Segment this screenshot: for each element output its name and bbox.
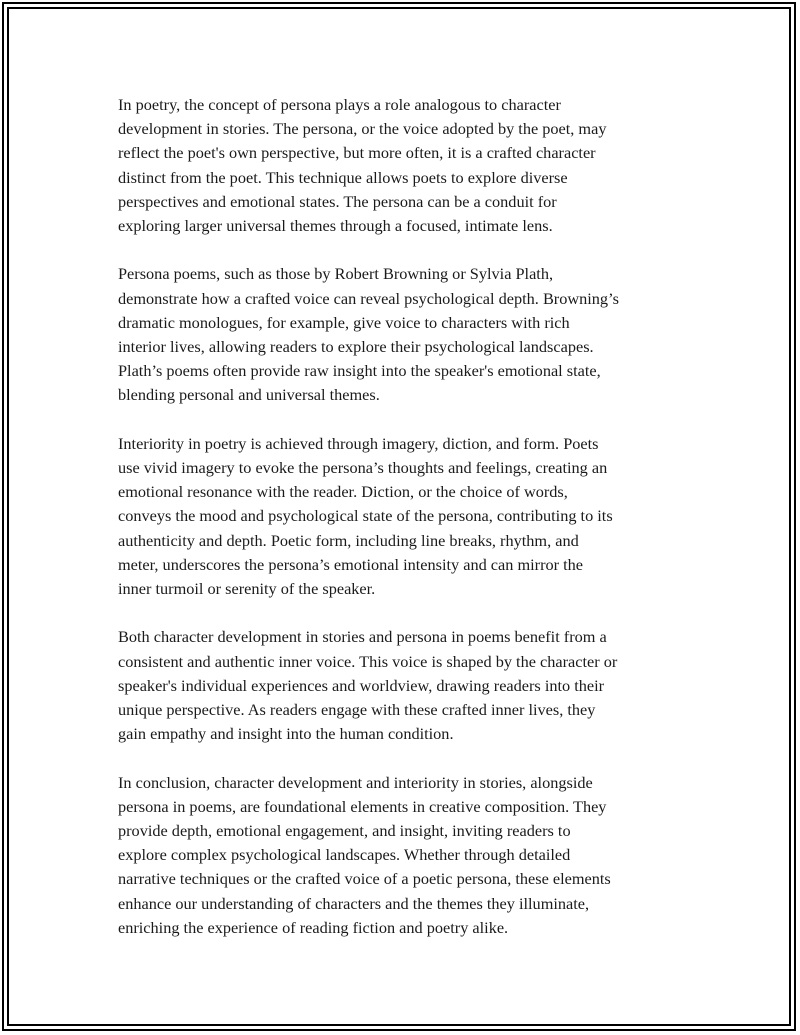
text-line: interior lives, allowing readers to explore their psychological landscapes. xyxy=(118,337,594,357)
text-line: narrative techniques or the crafted voice of a poetic persona, these elements xyxy=(118,869,611,889)
text-line: reflect the poet's own perspective, but more often, it is a crafted character xyxy=(118,143,596,163)
text-line: exploring larger universal themes through a focused, intimate lens. xyxy=(118,216,553,236)
text-line: speaker's individual experiences and worldview, drawing readers into their xyxy=(118,675,605,695)
text-line: persona in poems, are foundational elements in creative composition. They xyxy=(118,796,607,816)
text-line: distinct from the poet. This technique allows poets to explore diverse xyxy=(118,167,568,187)
text-line: conveys the mood and psychological state of the persona, contributing to its xyxy=(118,506,613,526)
text-line: use vivid imagery to evoke the persona’s thoughts and feelings, creating an xyxy=(118,458,608,478)
text-line: Interiority in poetry is achieved through imagery, diction, and form. Poets xyxy=(118,433,599,453)
text-line: enriching the experience of reading fiction and poetry alike. xyxy=(118,917,509,937)
text-line: blending personal and universal themes. xyxy=(118,385,380,405)
text-line: gain empathy and insight into the human condition. xyxy=(118,724,454,744)
text-line: development in stories. The persona, or the voice adopted by the poet, may xyxy=(118,119,607,139)
text-line: demonstrate how a crafted voice can reveal psychological depth. Browning’s xyxy=(118,288,619,308)
text-line: explore complex psychological landscapes. Whether through detailed xyxy=(118,845,571,865)
text-line: Plath’s poems often provide raw insight into the speaker's emotional state, xyxy=(118,361,601,381)
text-line: enhance our understanding of characters and the themes they illuminate, xyxy=(118,893,590,913)
text-line: emotional resonance with the reader. Diction, or the choice of words, xyxy=(118,482,568,502)
text-line: provide depth, emotional engagement, and insight, inviting readers to xyxy=(118,821,571,841)
paragraph-3 xyxy=(118,432,698,601)
text-line: Persona poems, such as those by Robert Browning or Sylvia Plath, xyxy=(118,264,554,284)
text-line: In conclusion, character development and interiority in stories, alongside xyxy=(118,772,593,792)
text-line: consistent and authentic inner voice. This voice is shaped by the character or xyxy=(118,651,618,671)
text-line: authenticity and depth. Poetic form, including line breaks, rhythm, and xyxy=(118,530,579,550)
text-line: meter, underscores the persona’s emotional intensity and can mirror the xyxy=(118,554,584,574)
text-line: inner turmoil or serenity of the speaker. xyxy=(118,579,376,599)
text-line: Both character development in stories and persona in poems benefit from a xyxy=(118,627,607,647)
text-line: dramatic monologues, for example, give voice to characters with rich xyxy=(118,312,570,332)
paragraph-5 xyxy=(118,771,698,940)
paragraph-4 xyxy=(118,625,698,746)
text-line: unique perspective. As readers engage with these crafted inner lives, they xyxy=(118,700,596,720)
paragraph-2 xyxy=(118,262,698,407)
text-line: In poetry, the concept of persona plays a role analogous to character xyxy=(118,95,561,114)
document-body xyxy=(118,93,698,964)
text-line: perspectives and emotional states. The persona can be a conduit for xyxy=(118,191,557,211)
paragraph-1 xyxy=(118,93,698,238)
